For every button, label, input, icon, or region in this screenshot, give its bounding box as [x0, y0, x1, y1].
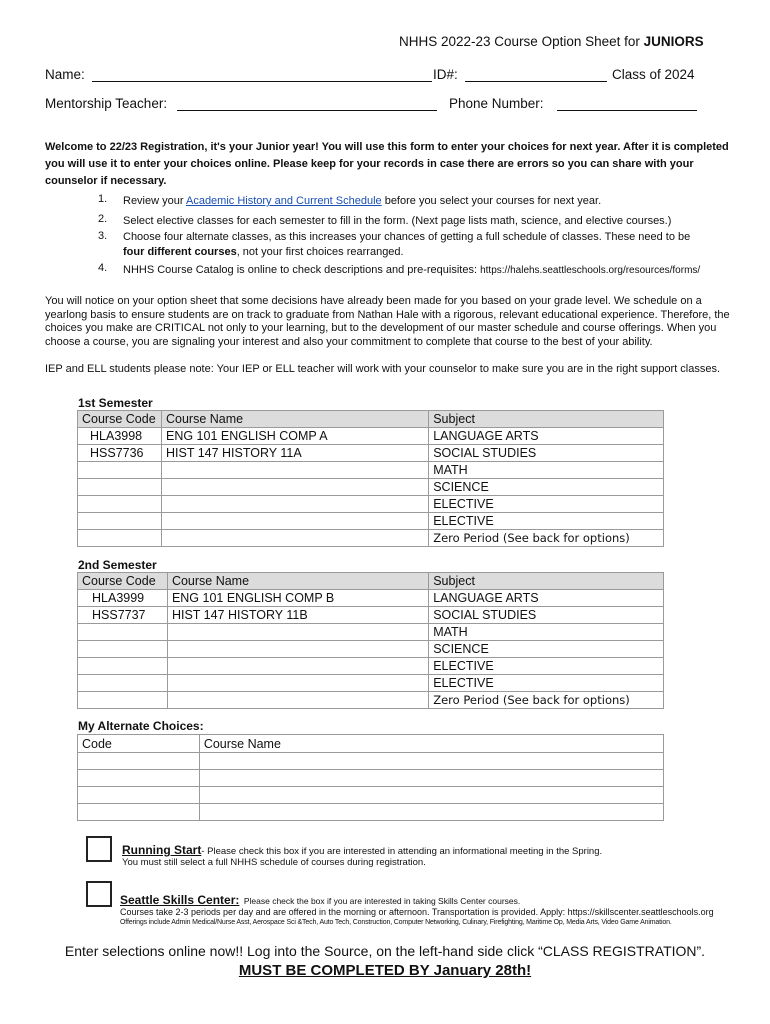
course-code-cell[interactable]: HSS7736 [78, 445, 162, 462]
subject-cell: SCIENCE [429, 479, 664, 496]
table-row [78, 445, 664, 462]
table-row [78, 770, 664, 787]
table-row [78, 804, 664, 821]
table-header-row [78, 735, 664, 753]
name-field[interactable] [92, 81, 432, 82]
semester1-title: 1st Semester [78, 396, 153, 410]
course-name-cell[interactable] [167, 641, 428, 658]
subject-cell: ELECTIVE [429, 658, 664, 675]
course-name-cell[interactable]: ENG 101 ENGLISH COMP B [167, 590, 428, 607]
id-field[interactable] [465, 81, 607, 82]
course-code-cell[interactable] [78, 641, 168, 658]
col-header: Course Code [78, 411, 162, 428]
col-header: Course Name [161, 411, 428, 428]
course-name-cell[interactable]: HIST 147 HISTORY 11A [161, 445, 428, 462]
skills-center-checkbox[interactable] [86, 881, 112, 907]
course-code-cell[interactable] [78, 462, 162, 479]
subject-cell: MATH [429, 624, 664, 641]
id-label: ID#: [433, 67, 458, 82]
col-header: Course Code [78, 573, 168, 590]
page-title: NHHS 2022-23 Course Option Sheet for JUNIORS [399, 34, 704, 49]
subject-cell: ELECTIVE [429, 675, 664, 692]
skills-center-title: Seattle Skills Center: [120, 893, 240, 907]
subject-cell: Zero Period (See back for options) [429, 692, 664, 709]
step-2: Select elective classes for each semester to fill in the form. (Next page lists math, science, and elective courses.) [123, 215, 672, 227]
running-start-sub: You must still select a full NHHS schedule of courses during registration. [122, 857, 426, 868]
catalog-url[interactable]: https://halehs.seattleschools.org/resources/forms/ [480, 265, 701, 276]
step-number: 2. [98, 213, 108, 225]
subject-cell: LANGUAGE ARTS [429, 590, 664, 607]
subject-cell: SCIENCE [429, 641, 664, 658]
course-name-cell[interactable] [167, 692, 428, 709]
course-name-cell[interactable] [167, 624, 428, 641]
alt-name-cell[interactable] [199, 753, 663, 770]
skills-center-sub: Courses take 2-3 periods per day and are offered in the morning or afternoon. Transportation is provided. Apply: https://skillscenter.seattleschools.org [120, 907, 714, 917]
table-row [78, 675, 664, 692]
table-row [78, 607, 664, 624]
course-code-cell[interactable] [78, 675, 168, 692]
col-header: Course Name [199, 735, 663, 753]
mentor-label: Mentorship Teacher: [45, 96, 168, 111]
subject-cell: MATH [429, 462, 664, 479]
course-name-cell[interactable] [161, 496, 428, 513]
course-name-cell[interactable] [161, 479, 428, 496]
table-row [78, 658, 664, 675]
alt-code-cell[interactable] [78, 753, 200, 770]
alternates-title: My Alternate Choices: [78, 719, 204, 733]
course-code-cell[interactable] [78, 479, 162, 496]
table-row [78, 753, 664, 770]
table-row [78, 590, 664, 607]
step-number: 1. [98, 193, 108, 205]
table-row [78, 787, 664, 804]
notice-paragraph: You will notice on your option sheet that some decisions have already been made for you based on your grade level. We schedule on a yearlong basis to ensure students are on track to graduate from Nathan Hale with a rigorous, relevant educational experience. Therefore, the choices you make are CRITICAL not only to your learning, but to the development of our master schedule and course offerings. When you choose a course, you are signaling your interest and also your commitment to complete that course to the best of your ability. [45, 295, 730, 348]
step-1: Review your Academic History and Current Schedule before you select your courses for next year. [123, 195, 602, 207]
table-row [78, 496, 664, 513]
course-code-cell[interactable] [78, 496, 162, 513]
course-name-cell[interactable]: ENG 101 ENGLISH COMP A [161, 428, 428, 445]
course-name-cell[interactable] [167, 675, 428, 692]
running-start-block: Running Start- Please check this box if you are interested in attending an informational meeting in the Spring. [122, 843, 603, 857]
course-code-cell[interactable]: HLA3998 [78, 428, 162, 445]
subject-cell: ELECTIVE [429, 513, 664, 530]
running-start-checkbox[interactable] [86, 836, 112, 862]
alt-name-cell[interactable] [199, 770, 663, 787]
running-start-title: Running Start [122, 843, 202, 857]
table-row [78, 641, 664, 658]
phone-label: Phone Number: [449, 96, 544, 111]
step-4: NHHS Course Catalog is online to check descriptions and pre-requisites: https://halehs.seattleschools.org/resources/forms/ [123, 264, 701, 276]
subject-cell: ELECTIVE [429, 496, 664, 513]
subject-cell: Zero Period (See back for options) [429, 530, 664, 547]
col-header: Subject [429, 573, 664, 590]
subject-cell: SOCIAL STUDIES [429, 607, 664, 624]
class-of-label: Class of 2024 [612, 67, 695, 82]
academic-history-link[interactable]: Academic History and Current Schedule [185, 195, 382, 207]
col-header: Code [78, 735, 200, 753]
course-code-cell[interactable]: HSS7737 [78, 607, 168, 624]
alt-code-cell[interactable] [78, 804, 200, 821]
semester2-title: 2nd Semester [78, 558, 157, 572]
table-header-row [78, 573, 664, 590]
alt-name-cell[interactable] [199, 804, 663, 821]
alternates-table [77, 734, 664, 821]
course-code-cell[interactable] [78, 692, 168, 709]
course-code-cell[interactable] [78, 624, 168, 641]
alt-name-cell[interactable] [199, 787, 663, 804]
mentor-field[interactable] [177, 110, 437, 111]
subject-cell: LANGUAGE ARTS [429, 428, 664, 445]
phone-field[interactable] [557, 110, 697, 111]
table-row [78, 513, 664, 530]
table-header-row [78, 411, 664, 428]
course-name-cell[interactable] [167, 658, 428, 675]
table-row [78, 624, 664, 641]
course-name-cell[interactable] [161, 462, 428, 479]
step-3: Choose four alternate classes, as this increases your chances of getting a full schedule of classes. These need to be four different courses, not your first choices rearranged. [123, 231, 691, 258]
col-header: Subject [429, 411, 664, 428]
step-number: 4. [98, 262, 108, 274]
course-name-cell[interactable]: HIST 147 HISTORY 11B [167, 607, 428, 624]
iep-note: IEP and ELL students please note: Your IEP or ELL teacher will work with your counselor to make sure you are in the right support classes. [45, 363, 721, 375]
course-name-cell[interactable] [161, 513, 428, 530]
skills-center-offerings: Offerings include Admin Medical/Nurse Asst, Aerospace Sci &Tech, Auto Tech, Construction, Computer Networking, Culinary, Firefighting, Maritime Op, Media Arts, Video Game Animation. [120, 919, 672, 926]
footer-instructions: Enter selections online now!! Log into the Source, on the left-hand side click “CLASS REGISTRATION”. [64, 943, 706, 959]
table-row [78, 462, 664, 479]
col-header: Course Name [167, 573, 428, 590]
semester2-table [77, 572, 664, 709]
alt-code-cell[interactable] [78, 787, 200, 804]
semester1-table [77, 410, 664, 547]
skills-center-block: Seattle Skills Center: Please check the box if you are interested in taking Skills Center courses. [120, 893, 521, 907]
step-number: 3. [98, 230, 108, 242]
table-row [78, 692, 664, 709]
subject-cell: SOCIAL STUDIES [429, 445, 664, 462]
course-name-cell[interactable] [161, 530, 428, 547]
table-row [78, 428, 664, 445]
table-row [78, 479, 664, 496]
welcome-text: Welcome to 22/23 Registration, it's your Junior year! You will use this form to enter your choices for next year. After it is completed you will use it to enter your choices online. Please keep for your records in case there are errors so you can share with your counselor if necessary. [45, 141, 729, 187]
name-label: Name: [45, 67, 85, 82]
course-code-cell[interactable] [78, 658, 168, 675]
footer-deadline: MUST BE COMPLETED BY January 28th! [238, 962, 532, 979]
alt-code-cell[interactable] [78, 770, 200, 787]
course-code-cell[interactable] [78, 530, 162, 547]
course-code-cell[interactable] [78, 513, 162, 530]
course-code-cell[interactable]: HLA3999 [78, 590, 168, 607]
table-row [78, 530, 664, 547]
